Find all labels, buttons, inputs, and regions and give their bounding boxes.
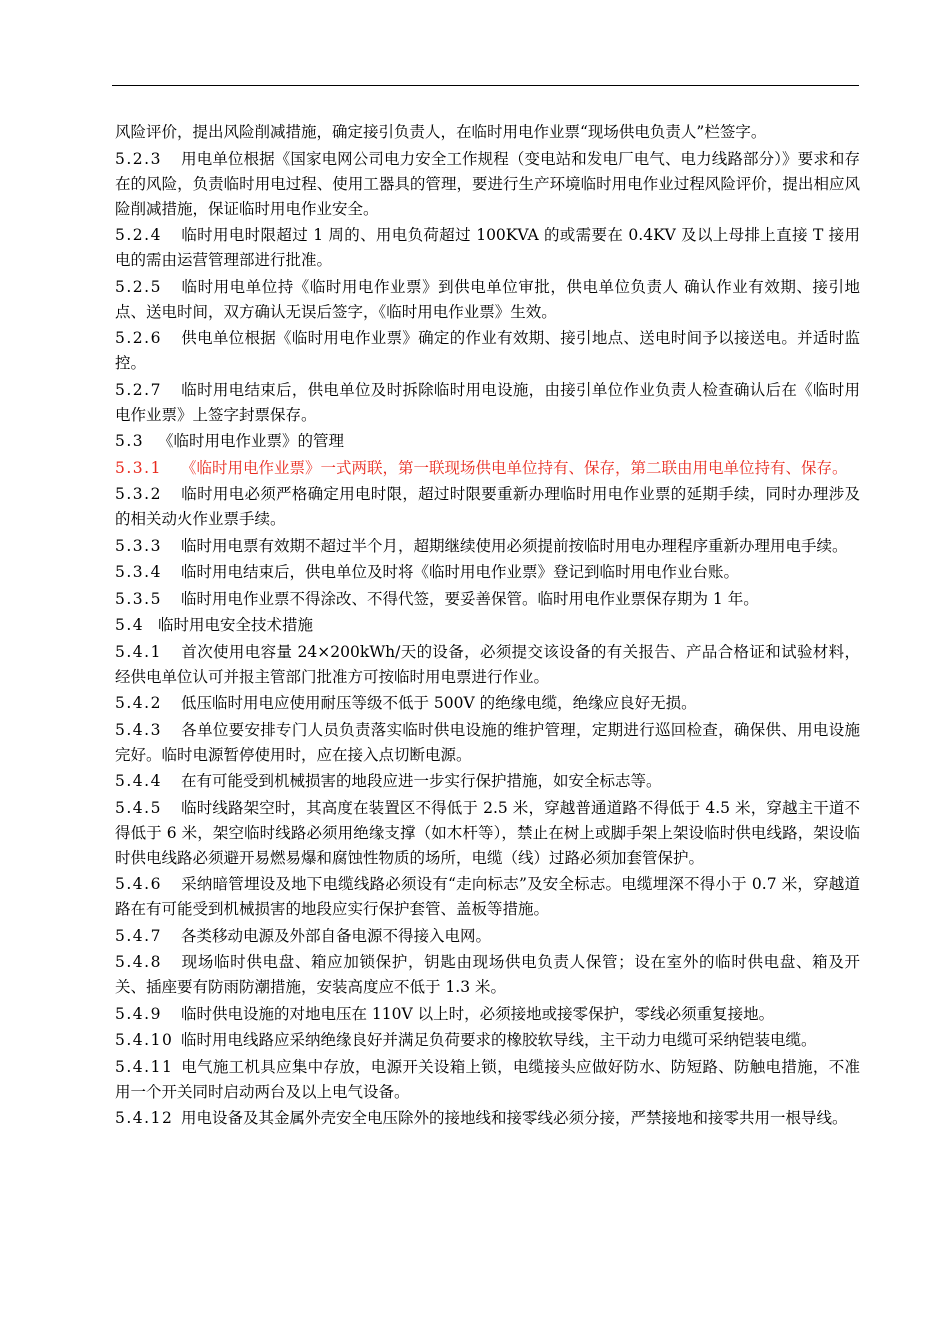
clause-number: 5.3.4 <box>115 563 162 581</box>
clause-text: 各类移动电源及外部自备电源不得接入电网。 <box>181 926 492 945</box>
clause-5-3 <box>115 429 860 454</box>
clause-text: 临时用电时限超过 1 周的、用电负荷超过 100KVA 的或需要在 0.4KV 及以上母排上直接 T 接用电的需由运营管理部进行批准。 <box>115 226 860 269</box>
clause-number: 5.4.1 <box>115 642 162 661</box>
clause-number: 5.2.5 <box>115 277 162 296</box>
clause-number: 5.4.11 <box>115 1057 174 1076</box>
clause-5-4-12 <box>115 1106 860 1131</box>
clause-5-4-11 <box>115 1055 860 1105</box>
clause-number: 5.2.6 <box>115 329 162 347</box>
clause-5-3-4 <box>115 560 860 585</box>
clause-5-3-1 <box>115 456 860 481</box>
clause-number: 5.4.9 <box>115 1004 162 1023</box>
clause-number: 5.2.3 <box>115 149 162 168</box>
clause-number: 5.4.5 <box>115 798 162 817</box>
clause-5-2-3 <box>115 147 860 222</box>
clause-5-3-2 <box>115 482 860 532</box>
header-rule <box>112 85 859 86</box>
clause-text: 《临时用电作业票》的管理 <box>158 432 345 450</box>
clause-number: 5.4.7 <box>115 926 162 945</box>
clause-number: 5.4.3 <box>115 720 162 739</box>
clause-text: 临时供电设施的对地电压在 110V 以上时，必须接地或接零保护，零线必须重复接地。 <box>181 1004 775 1023</box>
clause-number: 5.3 <box>115 432 145 450</box>
clause-5-4-7 <box>115 924 860 949</box>
clause-text: 低压临时用电应使用耐压等级不低于 500V 的绝缘电缆，绝缘应良好无损。 <box>181 694 697 712</box>
clause-5-4-8 <box>115 950 860 1000</box>
clause-text: 临时用电安全技术措施 <box>158 616 314 634</box>
clause-5-4-3 <box>115 718 860 768</box>
clause-number: 5.4 <box>115 616 145 634</box>
clause-text: 现场临时供电盘、箱应加锁保护，钥匙由现场供电负责人保管；设在室外的临时供电盘、箱及开关、插座要有防雨防潮措施，安装高度应不低于 1.3 米。 <box>115 953 860 996</box>
clause-5-2-7 <box>115 378 860 428</box>
clause-5-4-1 <box>115 640 860 690</box>
clause-number: 5.3.5 <box>115 589 162 608</box>
clause-number: 5.2.7 <box>115 380 162 399</box>
document-body <box>115 120 860 1133</box>
clause-text: 临时用电作业票不得涂改、不得代签，要妥善保管。临时用电作业票保存期为 1 年。 <box>181 589 759 608</box>
clause-number: 5.4.8 <box>115 953 162 971</box>
clause-text: 临时用电结束后，供电单位及时将《临时用电作业票》登记到临时用电作业台账。 <box>181 563 740 581</box>
clause-text: 临时用电单位持《临时用电作业票》到供电单位审批，供电单位负责人 确认作业有效期、接引地点、送电时间，双方确认无误后签字，《临时用电作业票》生效。 <box>115 277 860 321</box>
clause-number: 5.3.3 <box>115 536 162 555</box>
clause-5-4-5 <box>115 796 860 871</box>
clause-5-4-6 <box>115 872 860 922</box>
paragraph-continuation <box>115 120 860 145</box>
clause-text: 供电单位根据《临时用电作业票》确定的作业有效期、接引地点、送电时间予以接送电。并适时监控。 <box>115 329 860 372</box>
clause-number: 5.4.2 <box>115 694 162 712</box>
clause-text: 临时用电必须严格确定用电时限，超过时限要重新办理临时用电作业票的延期手续，同时办理涉及的相关动火作业票手续。 <box>115 485 860 528</box>
clause-text: 临时用电结束后，供电单位及时拆除临时用电设施，由接引单位作业负责人检查确认后在《临时用电作业票》上签字封票保存。 <box>115 380 860 424</box>
clause-5-2-4 <box>115 223 860 273</box>
clause-number: 5.4.6 <box>115 875 162 893</box>
clause-5-3-5 <box>115 587 860 612</box>
clause-number: 5.4.4 <box>115 772 162 790</box>
clause-5-4-10 <box>115 1028 860 1053</box>
clause-text: 各单位要安排专门人员负责落实临时供电设施的维护管理，定期进行巡回检查，确保供、用电设施完好。临时电源暂停使用时，应在接入点切断电源。 <box>115 720 860 764</box>
clause-text: 临时用电线路应采纳绝缘良好并满足负荷要求的橡胶软导线，主干动力电缆可采纳铠装电缆。 <box>181 1031 817 1049</box>
clause-5-4 <box>115 613 860 638</box>
clause-text: 采纳暗管埋设及地下电缆线路必须设有“走向标志”及安全标志。电缆埋深不得小于 0.7 米，穿越道路在有可能受到机械损害的地段应实行保护套管、盖板等措施。 <box>115 875 860 918</box>
clause-5-3-3 <box>115 534 860 559</box>
clause-number: 5.3.1 <box>115 458 162 477</box>
clause-5-2-5 <box>115 275 860 325</box>
clause-text: 临时线路架空时，其高度在装置区不得低于 2.5 米，穿越普通道路不得低于 4.5 米，穿越主干道不得低于 6 米，架空临时线路必须用绝缘支撑（如木杆等），禁止在树上或脚手架上架设临时供电线路，架设临时供电线路必须避开易燃易爆和腐蚀性物质的场所，电缆（线）过路必须加套管保护。 <box>115 798 860 867</box>
clause-text: 在有可能受到机械损害的地段应进一步实行保护措施，如安全标志等。 <box>181 772 662 790</box>
clause-number: 5.2.4 <box>115 226 162 244</box>
clause-text: 《临时用电作业票》一式两联，第一联现场供电单位持有、保存，第二联由用电单位持有、保存。 <box>181 458 848 477</box>
clause-5-4-9 <box>115 1002 860 1027</box>
clause-text: 风险评价，提出风险削减措施，确定接引负责人，在临时用电作业票“现场供电负责人”栏签字。 <box>115 123 767 141</box>
clause-5-2-6 <box>115 326 860 376</box>
clause-text: 电气施工机具应集中存放，电源开关设箱上锁，电缆接头应做好防水、防短路、防触电措施，不准用一个开关同时启动两台及以上电气设备。 <box>115 1057 860 1101</box>
clause-5-4-4 <box>115 769 860 794</box>
clause-text: 首次使用电容量 24×200kWh/天的设备，必须提交该设备的有关报告、产品合格证和试验材料，经供电单位认可并报主管部门批准方可按临时用电票进行作业。 <box>115 642 860 686</box>
clause-number: 5.3.2 <box>115 485 162 503</box>
clause-number: 5.4.10 <box>115 1031 174 1049</box>
clause-text: 用电单位根据《国家电网公司电力安全工作规程（变电站和发电厂电气、电力线路部分）》要求和存在的风险，负责临时用电过程、使用工器具的管理，要进行生产环境临时用电作业过程风险评价，提出相应风险削减措施，保证临时用电作业安全。 <box>115 149 860 218</box>
clause-text: 临时用电票有效期不超过半个月，超期继续使用必须提前按临时用电办理程序重新办理用电手续。 <box>181 536 848 555</box>
clause-5-4-2 <box>115 691 860 716</box>
clause-number: 5.4.12 <box>115 1109 174 1127</box>
clause-text: 用电设备及其金属外壳安全电压除外的接地线和接零线必须分接，严禁接地和接零共用一根导线。 <box>181 1109 848 1127</box>
